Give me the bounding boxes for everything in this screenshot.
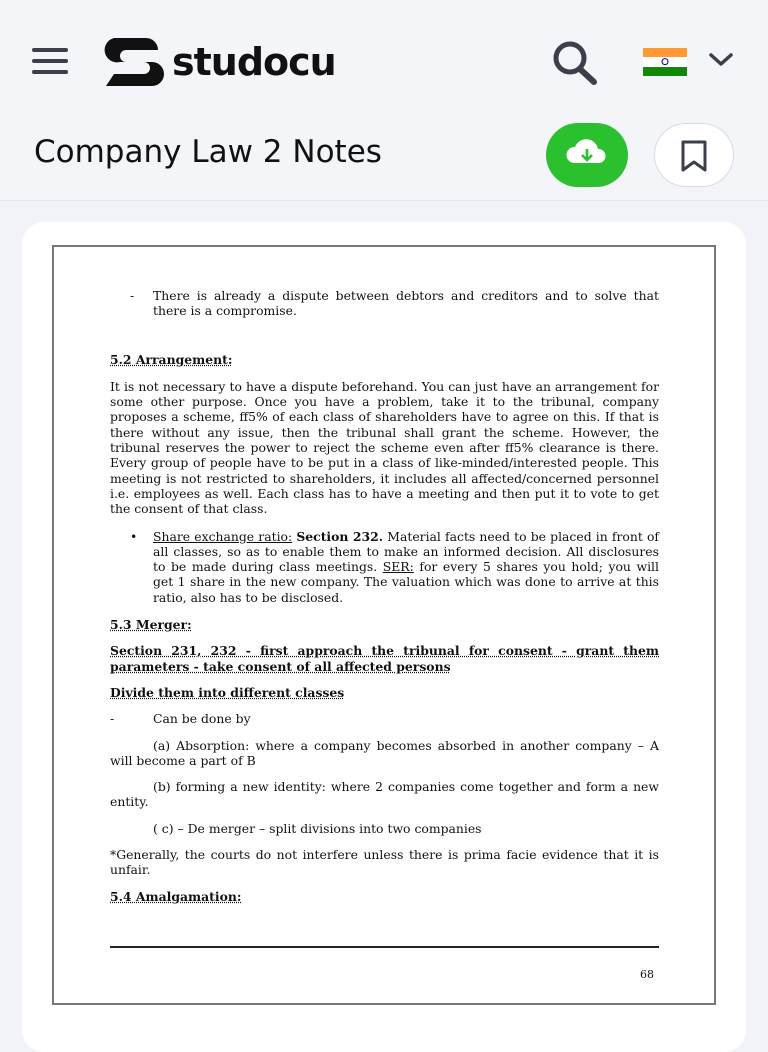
list-item: - There is already a dispute between debtors and creditors and to solve that there is a compromise. (130, 288, 659, 319)
india-flag-icon[interactable] (643, 48, 687, 76)
generally-note: *Generally, the courts do not interfere unless there is prima facie evidence that it is unfair. (110, 847, 659, 878)
bullet-dispute: There is already a dispute between debtors and creditors and to solve that there is a compromise. (153, 288, 659, 319)
paragraph-arrangement: It is not necessary to have a dispute beforehand. You can just have an arrangement for some other purpose. Once you have a problem, take it to the tribunal, company proposes a scheme, ff5% of each class of shareholders have to agree on this. If that is there without any issue, then the tribunal shall grant the scheme. However, the tribunal reserves the power to reject the scheme even after ff5% clearance is there. Every group of people have to be put in a class of like-minded/interested people. This meeting is not restricted to shareholders, it includes all affected/concerned personnel i.e. employees as well. Each class has to have a meeting and then put it to vote to get the consent of that class. (110, 378, 659, 517)
cloud-download-icon (546, 123, 628, 187)
item-new-identity: (b) forming a new identity: where 2 companies come together and form a new entity. (110, 779, 659, 810)
studocu-logo[interactable] (100, 36, 336, 88)
chevron-down-icon[interactable] (707, 50, 735, 70)
studocu-logo-icon (100, 36, 166, 88)
page-rule (110, 946, 659, 948)
page-number: 68 (640, 968, 654, 981)
bookmark-icon (655, 124, 733, 186)
document-title: Company Law 2 Notes (34, 134, 382, 170)
download-button[interactable] (546, 123, 628, 187)
list-item: • Share exchange ratio: Section 232. Material facts need to be placed in front of all classes, so as to enable them to make an informed decision. All disclosures to be made during class meetings. SER: for every 5 shares you hold; you will get 1 share in the new company. The valuation which was done to arrive at this ratio, also has to be disclosed. (130, 528, 659, 605)
bookmark-button[interactable] (654, 123, 734, 187)
merger-sections: Section 231, 232 - first approach the tribunal for consent - grant them parameters - take consent of all affected persons (110, 643, 659, 674)
item-demerger: ( c) – De merger – split divisions into two companies (153, 820, 482, 836)
search-icon[interactable] (548, 38, 602, 86)
list-item: - Can be done by (110, 711, 659, 726)
item-absorption: (a) Absorption: where a company becomes absorbed in another company – A will become a part of B (110, 737, 659, 768)
heading-merger: 5.3 Merger: (110, 617, 192, 633)
page-content (110, 288, 659, 904)
heading-arrangement: 5.2 Arrangement: (110, 351, 233, 367)
can-be-done-by: Can be done by (153, 711, 251, 727)
logo-text: studocu (172, 40, 336, 84)
heading-amalgamation: 5.4 Amalgamation: (110, 888, 242, 904)
divide-classes: Divide them into different classes (110, 684, 345, 700)
hamburger-icon[interactable] (32, 46, 70, 76)
share-exchange-ratio-text: Share exchange ratio: Section 232. Material facts need to be placed in front of all classes, so as to enable them to make an informed decision. All disclosures to be made during class meetings. SER: for every 5 shares you hold; you will get 1 share in the new company. The valuation which was done to arrive at this ratio, also has to be disclosed. (153, 528, 659, 605)
